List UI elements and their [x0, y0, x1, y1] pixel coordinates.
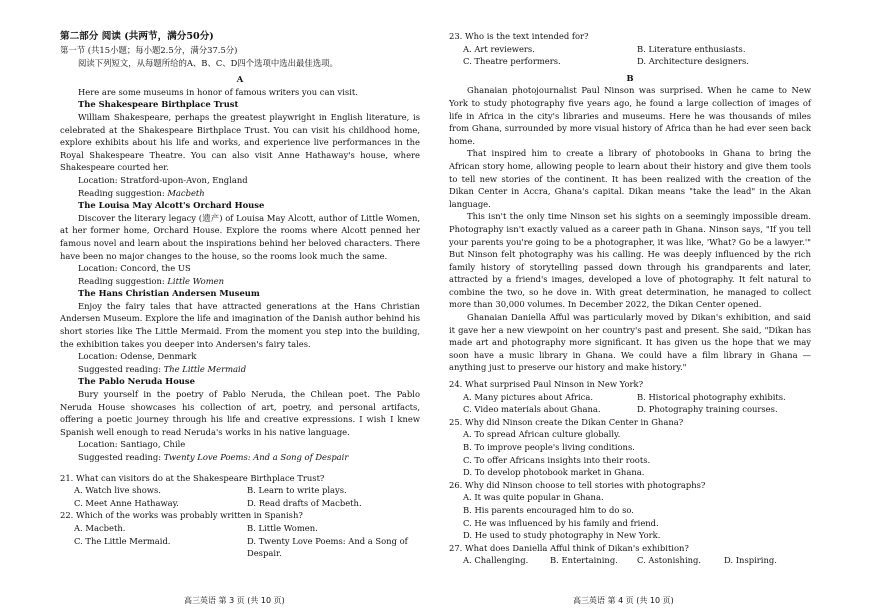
option-d: D. Read drafts of Macbeth. — [247, 497, 362, 508]
option-b: B. His parents encouraged him to do so. — [463, 504, 634, 515]
museum-3-reading — [60, 363, 420, 376]
right-page — [449, 30, 811, 567]
option-c: C. The Little Mermaid. — [74, 535, 171, 546]
question-24-stem: 24. What surprised Paul Ninson in New York? — [449, 379, 644, 390]
museum-1-reading — [60, 187, 420, 200]
museum-2-reading — [60, 275, 420, 288]
option-b: B. Historical photography exhibits. — [637, 391, 786, 402]
question-26-options — [449, 491, 811, 541]
reading-label: Reading suggestion: — [78, 275, 168, 286]
option-a: A. Challenging. — [463, 555, 529, 566]
option-d: D. Photography training courses. — [637, 404, 778, 415]
option-a: A. Macbeth. — [74, 522, 126, 533]
question-23-options — [449, 43, 811, 68]
museum-4-body: Bury yourself in the poetry of Pablo Neruda, the Chilean poet. The Pablo Neruda House showcases his collection of art, poetry, and personal artifacts, offering a poetic journey through his life and creative expressions. I wish I knew Spanish well enough to read Neruda's works in his native language. — [60, 389, 420, 437]
question-23-stem: 23. Who is the text intended for? — [449, 31, 589, 41]
reading-title: Twenty Love Poems: And a Song of Despair — [163, 452, 349, 462]
museum-1-body: William Shakespeare, perhaps the greatest playwright in English literature, is celebrated at the Shakespeare Birthplace Trust. You can visit his childhood home, explore exhibits about his life and works, and experience live performances in the Royal Shakespeare Theatre. You can also visit Anne Hathaway's house, where Shakespeare courted her. — [60, 111, 420, 173]
question-26-stem: 26. Why did Ninson choose to tell stories with photographs? — [449, 479, 706, 490]
passage-b-paragraph-1: Ghanaian photojournalist Paul Ninson was surprised. When he came to New York to study photography five years ago, he found a large collection of images of life in Africa in the city's libraries and museums. Here he was thousands of miles from Ghana, surrounded by more visual history of Africa than he had ever seen back home. — [449, 85, 811, 146]
option-b: B. Entertaining. — [550, 555, 618, 566]
reading-label: Suggested reading: — [78, 363, 164, 374]
option-d: D. Architecture designers. — [637, 56, 749, 67]
option-a: A. To spread African culture globally. — [463, 429, 621, 440]
museum-4-title: The Pablo Neruda House — [78, 376, 195, 387]
option-d: D. To develop photobook market in Ghana. — [463, 467, 645, 478]
museum-2-body: Discover the literary legacy (遗产) of Louisa May Alcott, author of Little Women, at her former home, Orchard House. Explore the rooms where Alcott penned her famous novel and learn about the inspirations behind her beloved characters. There have been no major changes to the house, so the rooms look much the same. — [60, 212, 420, 261]
question-21-stem: 21. What can visitors do at the Shakespeare Birthplace Trust? — [60, 472, 325, 483]
section-title: 第二部分 阅读 (共两节，满分50分) — [60, 31, 214, 42]
museum-3-location: Location: Odense, Denmark — [78, 351, 197, 362]
left-page — [60, 30, 420, 560]
option-b: B. To improve people's living conditions. — [463, 442, 635, 452]
question-22-options — [60, 522, 420, 560]
question-27-stem: 27. What does Daniella Afful think of Dikan's exhibition? — [449, 542, 689, 553]
passage-b-label: B — [626, 72, 634, 83]
museum-2-title: The Louisa May Alcott's Orchard House — [78, 200, 265, 211]
option-a: A. Many pictures about Africa. — [463, 391, 593, 402]
option-d: D. Twenty Love Poems: And a Song of Despair. — [247, 535, 408, 559]
museum-2-location: Location: Concord, the US — [78, 263, 191, 274]
question-27-options — [449, 554, 811, 567]
reading-label: Suggested reading: — [78, 452, 164, 462]
passage-a-label: A — [236, 74, 244, 85]
museum-4-reading — [60, 451, 420, 464]
option-d: D. He used to study photography in New York. — [463, 530, 661, 541]
option-c: C. Video materials about Ghana. — [463, 404, 601, 415]
question-25-stem: 25. Why did Ninson create the Dikan Center in Ghana? — [449, 416, 684, 427]
museum-3-body: Enjoy the fairy tales that have attracted generations at the Hans Christian Andersen Museum. Explore the life and imagination of the Danish author behind his short stories like The Little Mermaid. From the moment you step into the building, the exhibition takes you deeper into Andersen's fairy tales. — [60, 300, 420, 349]
passage-b-paragraph-3: This isn't the only time Ninson set his sights on a seemingly impossible dream. Photography isn't exactly valued as a career path in Ghana. Ninson says, "If you tell your parents you're going to be a photographer, it was like, 'What? Go be a lawyer.'" But Ninson felt photography was his calling. He was deeply influenced by the rich family history of storytelling passed down through his grandparents and later, attracted by a friend's images, developed a love of photography. It felt natural to combine the two, so he dove in. With great determination, he managed to collect more than 30,000 volumes. In December 2022, the Dikan Center opened. — [449, 211, 811, 310]
reading-title: Little Women — [167, 275, 225, 286]
option-a: A. Watch live shows. — [74, 485, 161, 496]
option-c: C. He was influenced by his family and friend. — [463, 517, 659, 528]
reading-label: Reading suggestion: — [78, 187, 168, 198]
reading-title: The Little Mermaid — [163, 363, 247, 374]
page-footer-left: 高三英语 第 3 页 (共 10 页) — [184, 596, 285, 605]
option-b: B. Learn to write plays. — [247, 485, 347, 496]
passage-b-paragraph-4: Ghanaian Daniella Afful was particularly moved by Dikan's exhibition, and said it gave her a new viewpoint on her country's past and present. She said, "Dikan has made art and photography more significant. It has given us the hope that we may soon have a music library in Ghana. We could have a film library in Ghana — anything just to preserve our history and make history." — [449, 312, 811, 373]
instruction: 阅读下列短文，从每题所给的A、B、C、D四个选项中选出最佳选项。 — [78, 57, 338, 68]
question-24-options — [449, 391, 811, 416]
museum-1-location: Location: Stratford-upon-Avon, England — [78, 174, 248, 185]
question-25-options — [449, 428, 811, 478]
option-b: B. Little Women. — [247, 522, 318, 533]
option-a: A. Art reviewers. — [463, 43, 535, 54]
museum-1-title: The Shakespeare Birthplace Trust — [78, 99, 239, 110]
section1-info: 第一节 (共15小题；每小题2.5分，满分37.5分) — [60, 45, 238, 55]
option-d: D. Inspiring. — [724, 555, 777, 566]
passage-b-paragraph-2: That inspired him to create a library of photobooks in Ghana to bring the African story home, allowing people to learn about their history and give them tools to tell new stories of the continent. It has been realized with the creation of the Dikan Center in Accra, Ghana's capital. Dikan means "take the lead" in the Akan language. — [449, 148, 811, 209]
intro-text: Here are some museums in honor of famous writers you can visit. — [78, 86, 358, 97]
reading-title: Macbeth — [167, 187, 205, 198]
page-footer-right: 高三英语 第 4 页 (共 10 页) — [573, 596, 674, 605]
option-a: A. It was quite popular in Ghana. — [463, 492, 604, 503]
option-c: C. Meet Anne Hathaway. — [74, 497, 179, 508]
museum-3-title: The Hans Christian Andersen Museum — [78, 288, 260, 299]
museum-4-location: Location: Santiago, Chile — [78, 439, 186, 450]
option-b: B. Literature enthusiasts. — [637, 43, 746, 54]
option-c: C. Theatre performers. — [463, 56, 561, 67]
question-21-options — [60, 484, 420, 509]
question-22-stem: 22. Which of the works was probably written in Spanish? — [60, 510, 303, 521]
option-c: C. Astonishing. — [637, 555, 702, 566]
option-c: C. To offer Africans insights into their roots. — [463, 454, 651, 465]
